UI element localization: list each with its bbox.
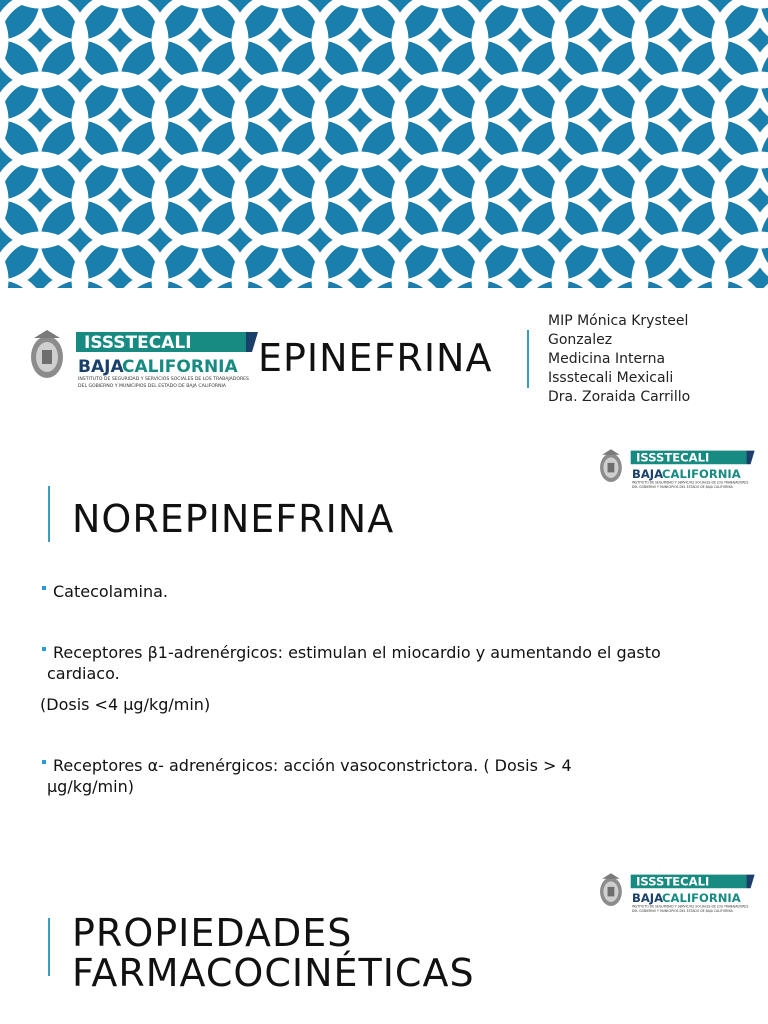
state-seal-icon	[600, 873, 622, 906]
slide2-title: NOREPINEFRINA	[72, 497, 395, 541]
author-line: Gonzalez	[548, 332, 613, 348]
list-item: Catecolamina.	[42, 581, 168, 602]
slide3-title-line1: PROPIEDADES	[72, 911, 353, 955]
svg-text:DEL GOBIERNO Y MUNICIPIOS DEL: DEL GOBIERNO Y MUNICIPIOS DEL ESTADO DE BAJA CALIFORNIA	[78, 384, 227, 389]
slide3-title-line2: FARMACOCINÉTICAS	[72, 951, 475, 995]
author-line: MIP Mónica Krysteel	[548, 313, 689, 329]
state-seal-icon	[31, 330, 63, 378]
slide1-title: EPINEFRINA	[258, 336, 493, 380]
author-line: Issstecali Mexicali	[548, 370, 674, 386]
svg-text:CALIFORNIA: CALIFORNIA	[662, 890, 741, 905]
heading-accent-bar	[48, 918, 50, 976]
dose-text: (Dosis <4 µg/kg/min)	[40, 695, 211, 714]
svg-text:DEL GOBIERNO Y MUNICIPIOS DEL: DEL GOBIERNO Y MUNICIPIOS DEL ESTADO DE BAJA CALIFORNIA	[632, 909, 733, 914]
svg-text:INSTITUTO DE SEGURIDAD Y SERVI: INSTITUTO DE SEGURIDAD Y SERVICIOS SOCIALES DE LOS TRABAJADORES	[632, 480, 749, 485]
svg-text:ISSSTECALI: ISSSTECALI	[636, 450, 710, 465]
author-info	[548, 312, 690, 407]
issstecali-logo	[598, 870, 756, 920]
list-item-continuation: cardiaco.	[47, 664, 120, 683]
svg-text:CALIFORNIA: CALIFORNIA	[122, 357, 238, 377]
author-line: Dra. Zoraida Carrillo	[548, 389, 691, 405]
bullet-icon	[42, 586, 46, 590]
svg-text:ISSSTECALI: ISSSTECALI	[84, 333, 192, 353]
list-item-continuation: µg/kg/min)	[47, 777, 134, 796]
bullet-icon	[42, 760, 46, 764]
svg-text:ISSSTECALI: ISSSTECALI	[636, 874, 710, 889]
svg-text:BAJA: BAJA	[632, 890, 664, 905]
svg-text:BAJA: BAJA	[632, 466, 664, 481]
decorative-pattern-banner	[0, 0, 768, 288]
issstecali-logo	[28, 326, 260, 396]
svg-text:DEL GOBIERNO Y MUNICIPIOS DEL: DEL GOBIERNO Y MUNICIPIOS DEL ESTADO DE BAJA CALIFORNIA	[632, 485, 733, 490]
title-divider	[527, 330, 529, 388]
svg-text:CALIFORNIA: CALIFORNIA	[662, 466, 741, 481]
issstecali-logo	[598, 446, 756, 496]
state-seal-icon	[600, 449, 622, 482]
svg-text:INSTITUTO DE SEGURIDAD Y SERVI: INSTITUTO DE SEGURIDAD Y SERVICIOS SOCIALES DE LOS TRABAJADORES	[632, 904, 749, 909]
svg-text:INSTITUTO DE SEGURIDAD Y SERVI: INSTITUTO DE SEGURIDAD Y SERVICIOS SOCIALES DE LOS TRABAJADORES	[78, 377, 249, 382]
svg-text:BAJA: BAJA	[78, 357, 124, 377]
list-item: Receptores β1-adrenérgicos: estimulan el miocardio y aumentando el gasto	[42, 642, 758, 663]
heading-accent-bar	[48, 486, 50, 542]
author-line: Medicina Interna	[548, 351, 666, 367]
list-item: Receptores α- adrenérgicos: acción vasoconstrictora. ( Dosis > 4	[42, 755, 572, 776]
bullet-icon	[42, 647, 46, 651]
